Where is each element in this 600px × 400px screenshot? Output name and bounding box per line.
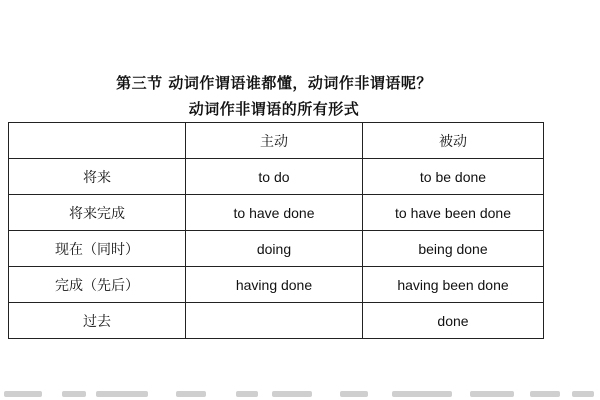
table-caption: 动词作非谓语的所有形式 [188,100,360,118]
row-label: 将来完成 [9,195,186,231]
passive-form-cell: done [363,303,544,339]
active-form-cell: having done [186,267,363,303]
table-row [9,231,544,267]
section-title: 第三节 动词作谓语谁都懂，动词作非谓语呢？ [116,74,432,92]
header-cell-active: 主动 [186,123,363,159]
row-label: 过去 [9,303,186,339]
active-form-cell [186,303,363,339]
table-row [9,303,544,339]
table-row [9,267,544,303]
active-form-cell: to do [186,159,363,195]
row-label: 现在（同时） [9,231,186,267]
row-label: 将来 [9,159,186,195]
table-header-row [9,123,544,159]
passive-form-cell: being done [363,231,544,267]
header-cell-passive: 被动 [363,123,544,159]
table-row [9,195,544,231]
passive-form-cell: having been done [363,267,544,303]
passive-form-cell: to be done [363,159,544,195]
nonfinite-forms-table [8,122,544,339]
active-form-cell: doing [186,231,363,267]
cutoff-text-line [0,387,600,400]
passive-form-cell: to have been done [363,195,544,231]
active-form-cell: to have done [186,195,363,231]
row-label: 完成（先后） [9,267,186,303]
header-cell-blank [9,123,186,159]
table-row [9,159,544,195]
